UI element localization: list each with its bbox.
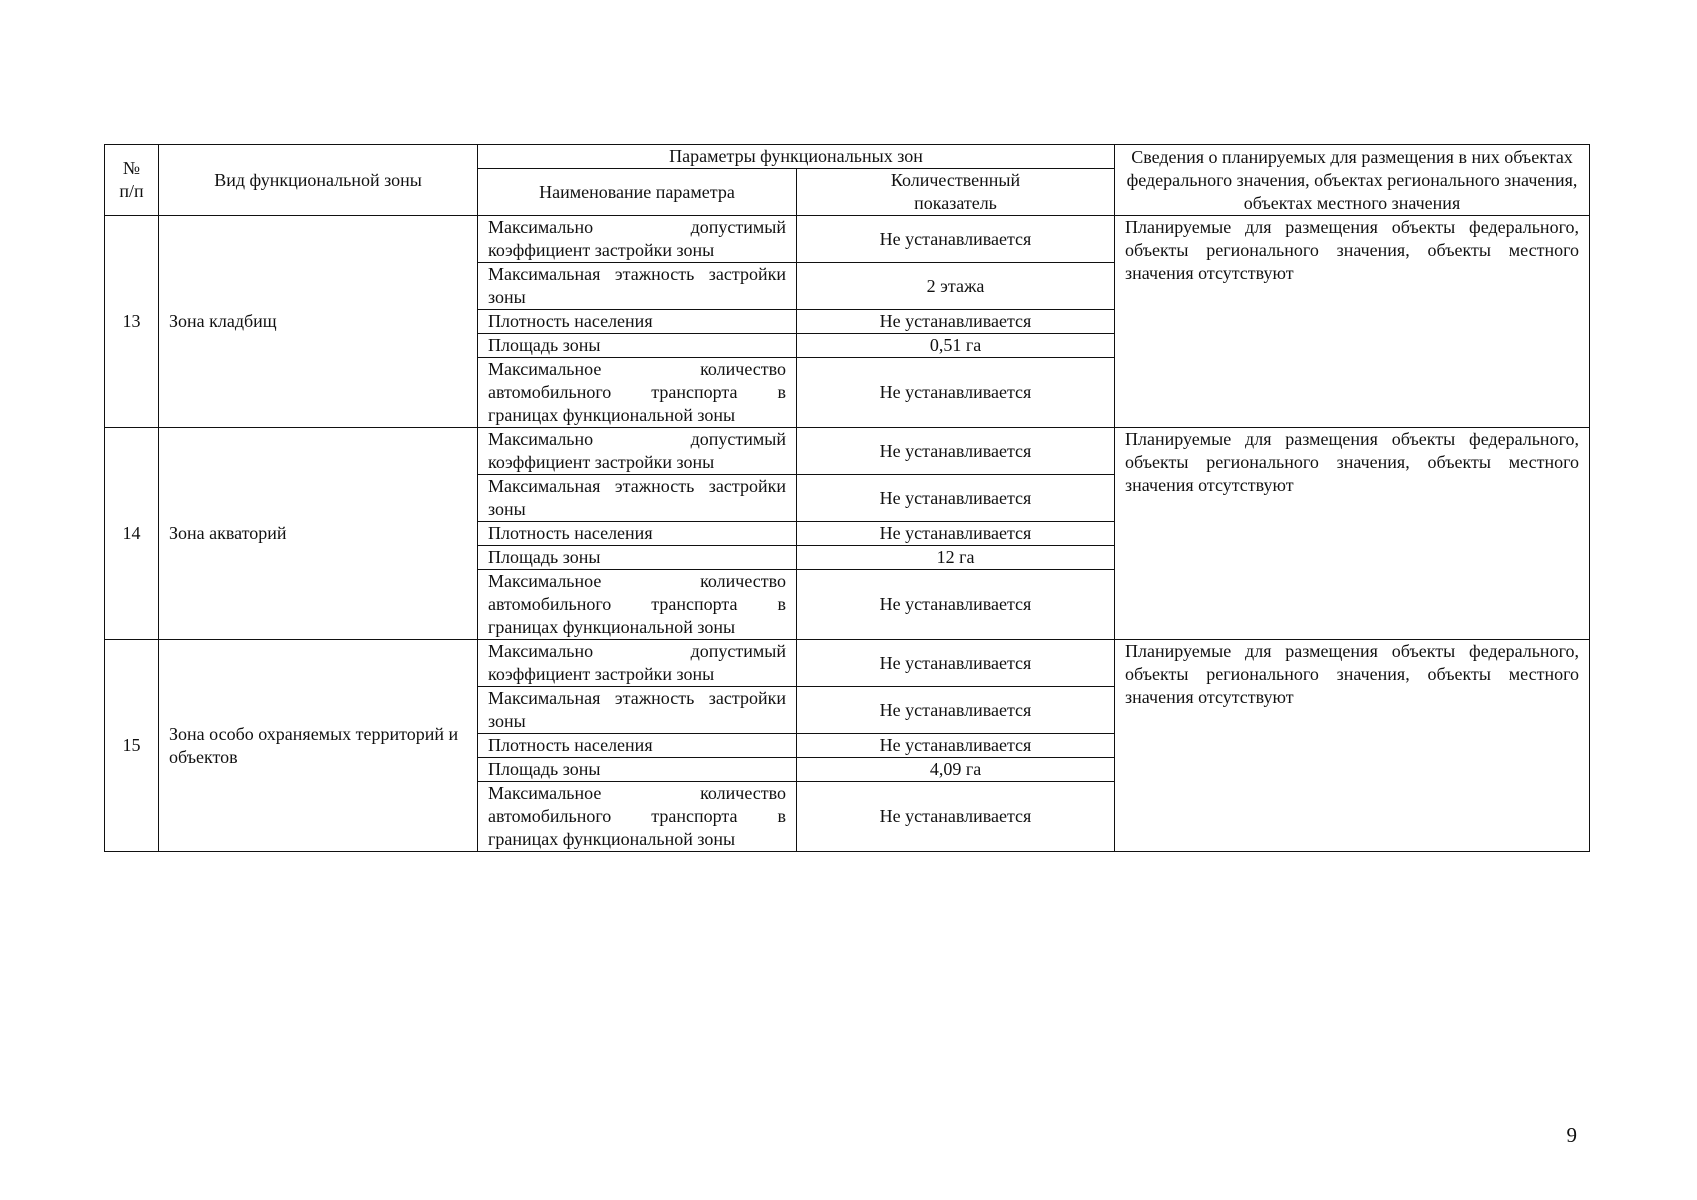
param-name: Плотность населения (478, 522, 797, 546)
param-value: 2 этажа (797, 263, 1115, 310)
zone-info: Планируемые для размещения объекты федерального, объекты регионального значения, объекты местного значения отсутствуют (1115, 640, 1590, 852)
zone-info: Планируемые для размещения объекты федерального, объекты регионального значения, объекты местного значения отсутствуют (1115, 428, 1590, 640)
zone-type: Зона особо охраняемых территорий и объектов (159, 640, 478, 852)
param-name: Максимальная этажность застройки зоны (478, 263, 797, 310)
param-value: Не устанавливается (797, 428, 1115, 475)
param-value: Не устанавливается (797, 734, 1115, 758)
zone-number: 14 (105, 428, 159, 640)
table-header (105, 145, 1590, 216)
header-info-label: Сведения о планируемых для размещения в них объектах федерального значения, объектах регионального значения, объектах местного значения (1126, 146, 1578, 213)
header-zone-type (159, 145, 478, 216)
zone-type: Зона кладбищ (159, 216, 478, 428)
table-row (105, 428, 1590, 475)
param-name: Плотность населения (478, 734, 797, 758)
table-row (105, 216, 1590, 263)
param-name: Плотность населения (478, 310, 797, 334)
param-name: Максимальное количество автомобильного транспорта в границах функциональной зоны (478, 570, 797, 640)
param-name: Максимально допустимый коэффициент застройки зоны (478, 216, 797, 263)
param-name: Максимально допустимый коэффициент застройки зоны (478, 428, 797, 475)
param-value: Не устанавливается (797, 216, 1115, 263)
header-params-group-label: Параметры функциональных зон (669, 146, 923, 166)
header-param-name-label: Наименование параметра (539, 181, 735, 202)
header-num (105, 145, 159, 216)
param-value: Не устанавливается (797, 358, 1115, 428)
param-value: 0,51 га (797, 334, 1115, 358)
param-name: Максимальная этажность застройки зоны (478, 687, 797, 734)
zone-number: 13 (105, 216, 159, 428)
param-value: Не устанавливается (797, 310, 1115, 334)
header-param-name (478, 169, 797, 216)
param-name: Площадь зоны (478, 546, 797, 570)
header-num-label: № п/п (119, 158, 144, 201)
param-name: Максимальная этажность застройки зоны (478, 475, 797, 522)
param-value: Не устанавливается (797, 570, 1115, 640)
zone-type: Зона акваторий (159, 428, 478, 640)
param-name: Максимально допустимый коэффициент застройки зоны (478, 640, 797, 687)
param-value: Не устанавливается (797, 687, 1115, 734)
table-body (105, 216, 1590, 852)
param-name: Площадь зоны (478, 334, 797, 358)
functional-zones-table (104, 144, 1590, 852)
param-value: Не устанавливается (797, 782, 1115, 852)
param-value: Не устанавливается (797, 522, 1115, 546)
param-name: Площадь зоны (478, 758, 797, 782)
header-param-value-label: Количественный показатель (890, 170, 1021, 213)
param-value: 4,09 га (797, 758, 1115, 782)
header-params-group (478, 145, 1115, 169)
param-value: 12 га (797, 546, 1115, 570)
header-info (1115, 145, 1590, 216)
param-name: Максимальное количество автомобильного транспорта в границах функциональной зоны (478, 358, 797, 428)
zone-number: 15 (105, 640, 159, 852)
param-value: Не устанавливается (797, 640, 1115, 687)
param-name: Максимальное количество автомобильного транспорта в границах функциональной зоны (478, 782, 797, 852)
table-row (105, 640, 1590, 687)
header-param-value (797, 169, 1115, 216)
header-zone-type-label: Вид функциональной зоны (214, 169, 422, 190)
page-number: 9 (1566, 1123, 1577, 1147)
zone-info: Планируемые для размещения объекты федерального, объекты регионального значения, объекты местного значения отсутствуют (1115, 216, 1590, 428)
param-value: Не устанавливается (797, 475, 1115, 522)
